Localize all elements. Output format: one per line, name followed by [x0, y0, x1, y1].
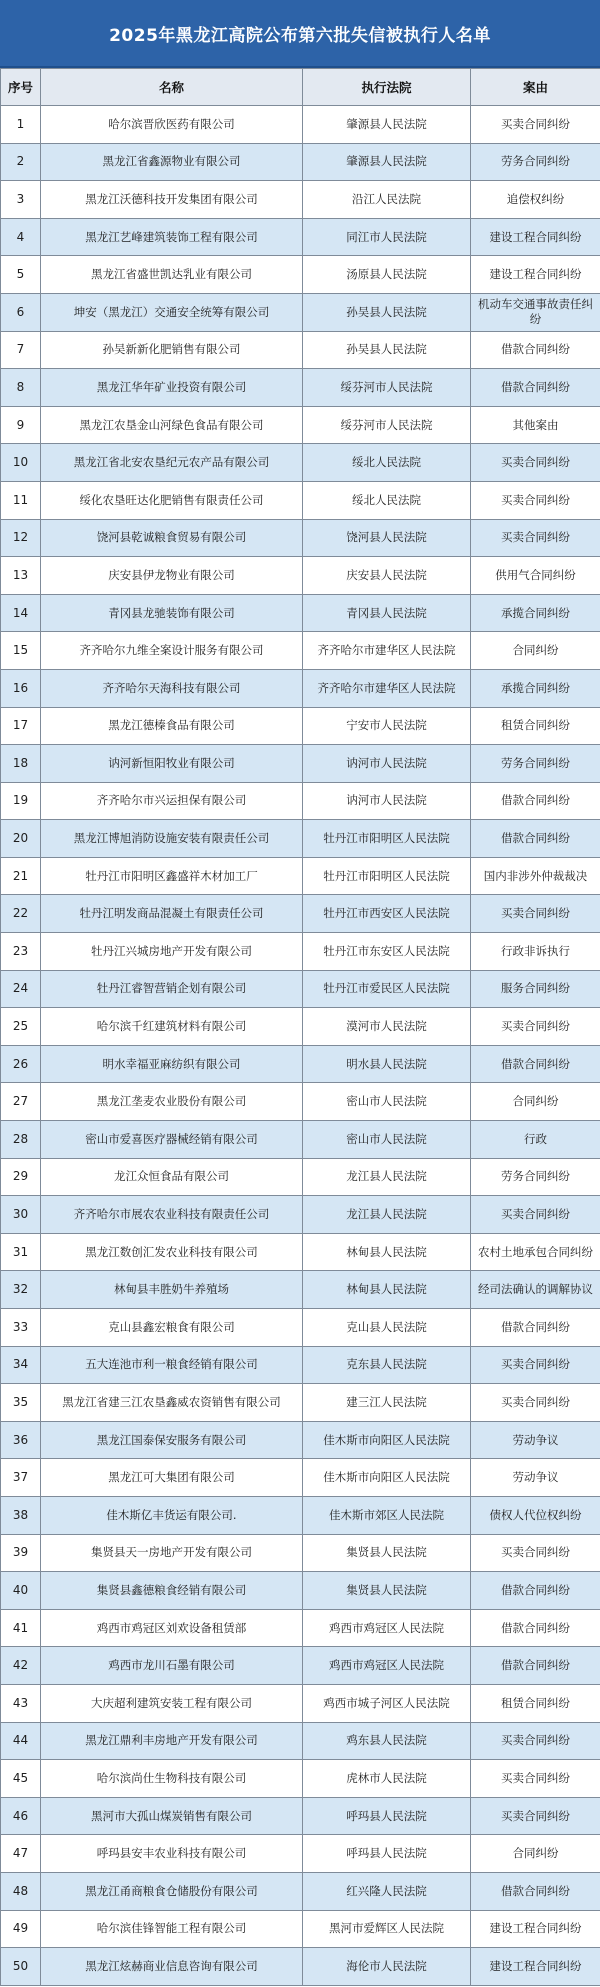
- row-court: 漠河市人民法院: [303, 1008, 471, 1046]
- row-case: 劳务合同纠纷: [471, 745, 600, 783]
- row-number: 1: [1, 106, 41, 144]
- row-name: 牡丹江市阳明区鑫盛祥木材加工厂: [41, 857, 303, 895]
- row-number: 37: [1, 1459, 41, 1497]
- row-case: 劳务合同纠纷: [471, 143, 600, 181]
- row-number: 8: [1, 369, 41, 407]
- table-row: [1, 369, 600, 407]
- row-case: 行政: [471, 1121, 600, 1159]
- row-number: 29: [1, 1158, 41, 1196]
- row-case: 承揽合同纠纷: [471, 669, 600, 707]
- row-case: 借款合同纠纷: [471, 369, 600, 407]
- row-name: 黑龙江鼎利丰房地产开发有限公司: [41, 1722, 303, 1760]
- row-court: 林甸县人民法院: [303, 1233, 471, 1271]
- row-number: 50: [1, 1948, 41, 1986]
- table-row: [1, 933, 600, 971]
- row-court: 肇源县人民法院: [303, 106, 471, 144]
- row-court: 鸡西市鸡冠区人民法院: [303, 1647, 471, 1685]
- table-row: [1, 1572, 600, 1610]
- row-name: 明水幸福亚麻纺织有限公司: [41, 1045, 303, 1083]
- row-case: 合同纠纷: [471, 1835, 600, 1873]
- table-row: [1, 820, 600, 858]
- row-number: 25: [1, 1008, 41, 1046]
- row-case: 买卖合同纠纷: [471, 1722, 600, 1760]
- row-number: 20: [1, 820, 41, 858]
- table-row: [1, 1609, 600, 1647]
- row-case: 买卖合同纠纷: [471, 1346, 600, 1384]
- row-case: 合同纠纷: [471, 632, 600, 670]
- row-court: 齐齐哈尔市建华区人民法院: [303, 632, 471, 670]
- row-case: 国内非涉外仲裁裁决: [471, 857, 600, 895]
- table-row: [1, 1684, 600, 1722]
- table-row: [1, 895, 600, 933]
- row-court: 佳木斯市郊区人民法院: [303, 1496, 471, 1534]
- row-name: 齐齐哈尔天海科技有限公司: [41, 669, 303, 707]
- row-case: 租赁合同纠纷: [471, 707, 600, 745]
- row-name: 齐齐哈尔市兴运担保有限公司: [41, 782, 303, 820]
- row-name: 黑龙江博旭消防设施安装有限责任公司: [41, 820, 303, 858]
- row-court: 集贤县人民法院: [303, 1534, 471, 1572]
- table-row: [1, 669, 600, 707]
- row-name: 林甸县丰胜奶牛养殖场: [41, 1271, 303, 1309]
- row-name: 哈尔滨尚仕生物科技有限公司: [41, 1760, 303, 1798]
- row-case: 借款合同纠纷: [471, 1872, 600, 1910]
- row-number: 17: [1, 707, 41, 745]
- row-number: 23: [1, 933, 41, 971]
- table-row: [1, 519, 600, 557]
- table-row: [1, 218, 600, 256]
- table-row: [1, 481, 600, 519]
- row-case: 买卖合同纠纷: [471, 1384, 600, 1422]
- row-number: 47: [1, 1835, 41, 1873]
- row-court: 牡丹江市西安区人民法院: [303, 895, 471, 933]
- row-case: 其他案由: [471, 406, 600, 444]
- row-court: 黑河市爱辉区人民法院: [303, 1910, 471, 1948]
- row-name: 齐齐哈尔九维全案设计服务有限公司: [41, 632, 303, 670]
- row-court: 肇源县人民法院: [303, 143, 471, 181]
- header-name: 名称: [41, 69, 303, 106]
- table-row: [1, 1797, 600, 1835]
- row-court: 青冈县人民法院: [303, 594, 471, 632]
- table-row: [1, 1835, 600, 1873]
- row-name: 鸡西市鸡冠区刘欢设备租赁部: [41, 1609, 303, 1647]
- row-name: 五大连池市利一粮食经销有限公司: [41, 1346, 303, 1384]
- row-name: 克山县鑫宏粮食有限公司: [41, 1309, 303, 1347]
- row-case: 劳务合同纠纷: [471, 1158, 600, 1196]
- row-case: 买卖合同纠纷: [471, 1008, 600, 1046]
- row-number: 3: [1, 181, 41, 219]
- row-number: 31: [1, 1233, 41, 1271]
- row-case: 买卖合同纠纷: [471, 519, 600, 557]
- row-court: 鸡西市鸡冠区人民法院: [303, 1609, 471, 1647]
- table-row: [1, 406, 600, 444]
- table-row: [1, 293, 600, 331]
- row-name: 集贤县鑫德粮食经销有限公司: [41, 1572, 303, 1610]
- row-court: 绥芬河市人民法院: [303, 369, 471, 407]
- row-court: 同江市人民法院: [303, 218, 471, 256]
- table-row: [1, 1384, 600, 1422]
- row-court: 克山县人民法院: [303, 1309, 471, 1347]
- row-number: 12: [1, 519, 41, 557]
- row-name: 齐齐哈尔市展农农业科技有限责任公司: [41, 1196, 303, 1234]
- row-number: 2: [1, 143, 41, 181]
- row-number: 35: [1, 1384, 41, 1422]
- row-case: 劳动争议: [471, 1421, 600, 1459]
- row-number: 36: [1, 1421, 41, 1459]
- row-name: 黑龙江农垦金山河绿色食品有限公司: [41, 406, 303, 444]
- row-case: 服务合同纠纷: [471, 970, 600, 1008]
- row-court: 佳木斯市向阳区人民法院: [303, 1421, 471, 1459]
- row-number: 4: [1, 218, 41, 256]
- table-row: [1, 1346, 600, 1384]
- row-court: 虎林市人民法院: [303, 1760, 471, 1798]
- row-name: 佳木斯亿丰货运有限公司.: [41, 1496, 303, 1534]
- table-row: [1, 1459, 600, 1497]
- row-court: 林甸县人民法院: [303, 1271, 471, 1309]
- row-case: 借款合同纠纷: [471, 331, 600, 369]
- row-name: 哈尔滨佳锋智能工程有限公司: [41, 1910, 303, 1948]
- row-number: 7: [1, 331, 41, 369]
- row-court: 牡丹江市阳明区人民法院: [303, 820, 471, 858]
- row-case: 借款合同纠纷: [471, 1309, 600, 1347]
- row-name: 黑龙江国泰保安服务有限公司: [41, 1421, 303, 1459]
- table-row: [1, 1872, 600, 1910]
- row-name: 黑龙江省建三江农垦鑫威农资销售有限公司: [41, 1384, 303, 1422]
- row-court: 齐齐哈尔市建华区人民法院: [303, 669, 471, 707]
- row-court: 明水县人民法院: [303, 1045, 471, 1083]
- row-name: 哈尔滨晋欣医药有限公司: [41, 106, 303, 144]
- row-court: 讷河市人民法院: [303, 745, 471, 783]
- row-court: 汤原县人民法院: [303, 256, 471, 294]
- row-number: 11: [1, 481, 41, 519]
- row-name: 哈尔滨千红建筑材料有限公司: [41, 1008, 303, 1046]
- row-court: 宁安市人民法院: [303, 707, 471, 745]
- table-row: [1, 1496, 600, 1534]
- table-row: [1, 181, 600, 219]
- row-number: 45: [1, 1760, 41, 1798]
- table-row: [1, 1948, 600, 1986]
- row-name: 黑龙江省盛世凯达乳业有限公司: [41, 256, 303, 294]
- row-court: 呼玛县人民法院: [303, 1797, 471, 1835]
- row-name: 黑龙江德榛食品有限公司: [41, 707, 303, 745]
- row-case: 借款合同纠纷: [471, 1045, 600, 1083]
- row-court: 呼玛县人民法院: [303, 1835, 471, 1873]
- row-name: 牡丹江明发商品混凝土有限责任公司: [41, 895, 303, 933]
- row-case: 买卖合同纠纷: [471, 1760, 600, 1798]
- row-name: 牡丹江兴城房地产开发有限公司: [41, 933, 303, 971]
- row-court: 密山市人民法院: [303, 1083, 471, 1121]
- row-name: 龙江众恒食品有限公司: [41, 1158, 303, 1196]
- row-number: 42: [1, 1647, 41, 1685]
- header-case: 案由: [471, 69, 600, 106]
- row-case: 供用气合同纠纷: [471, 557, 600, 595]
- row-court: 克东县人民法院: [303, 1346, 471, 1384]
- row-case: 借款合同纠纷: [471, 820, 600, 858]
- row-number: 10: [1, 444, 41, 482]
- row-name: 黑龙江炫赫商业信息咨询有限公司: [41, 1948, 303, 1986]
- row-case: 借款合同纠纷: [471, 1609, 600, 1647]
- row-name: 密山市爱喜医疗器械经销有限公司: [41, 1121, 303, 1159]
- row-number: 49: [1, 1910, 41, 1948]
- table-row: [1, 1196, 600, 1234]
- table-row: [1, 745, 600, 783]
- table-row: [1, 970, 600, 1008]
- row-name: 青冈县龙驰装饰有限公司: [41, 594, 303, 632]
- table-row: [1, 1083, 600, 1121]
- row-case: 买卖合同纠纷: [471, 481, 600, 519]
- row-name: 黑龙江可大集团有限公司: [41, 1459, 303, 1497]
- row-number: 33: [1, 1309, 41, 1347]
- table-row: [1, 1421, 600, 1459]
- row-name: 集贤县天一房地产开发有限公司: [41, 1534, 303, 1572]
- row-case: 机动车交通事故责任纠纷: [471, 293, 600, 331]
- row-case: 承揽合同纠纷: [471, 594, 600, 632]
- row-number: 15: [1, 632, 41, 670]
- row-number: 5: [1, 256, 41, 294]
- row-number: 39: [1, 1534, 41, 1572]
- row-name: 讷河新恒阳牧业有限公司: [41, 745, 303, 783]
- table-row: [1, 1910, 600, 1948]
- table-row: [1, 594, 600, 632]
- row-court: 绥北人民法院: [303, 481, 471, 519]
- table-row: [1, 1158, 600, 1196]
- row-number: 48: [1, 1872, 41, 1910]
- table-row: [1, 857, 600, 895]
- table-row: [1, 707, 600, 745]
- table-row: [1, 1309, 600, 1347]
- row-number: 32: [1, 1271, 41, 1309]
- row-number: 6: [1, 293, 41, 331]
- row-number: 41: [1, 1609, 41, 1647]
- row-case: 追偿权纠纷: [471, 181, 600, 219]
- header-no: 序号: [1, 69, 41, 106]
- row-court: 讷河市人民法院: [303, 782, 471, 820]
- row-case: 租赁合同纠纷: [471, 1684, 600, 1722]
- row-name: 庆安县伊龙物业有限公司: [41, 557, 303, 595]
- row-number: 21: [1, 857, 41, 895]
- row-case: 借款合同纠纷: [471, 782, 600, 820]
- row-case: 借款合同纠纷: [471, 1647, 600, 1685]
- row-case: 买卖合同纠纷: [471, 1534, 600, 1572]
- row-court: 孙吴县人民法院: [303, 331, 471, 369]
- row-case: 建设工程合同纠纷: [471, 1910, 600, 1948]
- row-number: 44: [1, 1722, 41, 1760]
- row-case: 买卖合同纠纷: [471, 895, 600, 933]
- row-name: 牡丹江睿智营销企划有限公司: [41, 970, 303, 1008]
- table-row: [1, 256, 600, 294]
- row-name: 坤安（黑龙江）交通安全统筹有限公司: [41, 293, 303, 331]
- row-number: 16: [1, 669, 41, 707]
- row-number: 28: [1, 1121, 41, 1159]
- row-case: 买卖合同纠纷: [471, 106, 600, 144]
- row-name: 饶河县乾诚粮食贸易有限公司: [41, 519, 303, 557]
- row-name: 黑龙江省北安农垦纪元农产品有限公司: [41, 444, 303, 482]
- table-row: [1, 557, 600, 595]
- row-number: 38: [1, 1496, 41, 1534]
- row-case: 合同纠纷: [471, 1083, 600, 1121]
- row-number: 40: [1, 1572, 41, 1610]
- table-row: [1, 1647, 600, 1685]
- row-name: 黑龙江甬商粮食仓储股份有限公司: [41, 1872, 303, 1910]
- row-number: 24: [1, 970, 41, 1008]
- row-name: 黑龙江沃德科技开发集团有限公司: [41, 181, 303, 219]
- row-case: 劳动争议: [471, 1459, 600, 1497]
- row-number: 18: [1, 745, 41, 783]
- row-court: 绥北人民法院: [303, 444, 471, 482]
- row-case: 建设工程合同纠纷: [471, 256, 600, 294]
- document-title: 2025年黑龙江高院公布第六批失信被执行人名单: [0, 0, 600, 68]
- row-court: 庆安县人民法院: [303, 557, 471, 595]
- table-row: [1, 782, 600, 820]
- row-court: 建三江人民法院: [303, 1384, 471, 1422]
- row-case: 建设工程合同纠纷: [471, 218, 600, 256]
- row-court: 鸡西市城子河区人民法院: [303, 1684, 471, 1722]
- row-name: 绥化农垦旺达化肥销售有限责任公司: [41, 481, 303, 519]
- row-number: 30: [1, 1196, 41, 1234]
- row-number: 14: [1, 594, 41, 632]
- table-row: [1, 1045, 600, 1083]
- table-row: [1, 1233, 600, 1271]
- table-row: [1, 1008, 600, 1046]
- row-number: 34: [1, 1346, 41, 1384]
- row-court: 鸡东县人民法院: [303, 1722, 471, 1760]
- row-name: 孙吴新新化肥销售有限公司: [41, 331, 303, 369]
- row-name: 呼玛县安丰农业科技有限公司: [41, 1835, 303, 1873]
- table-row: [1, 1534, 600, 1572]
- row-number: 27: [1, 1083, 41, 1121]
- row-court: 绥芬河市人民法院: [303, 406, 471, 444]
- row-number: 13: [1, 557, 41, 595]
- row-case: 建设工程合同纠纷: [471, 1948, 600, 1986]
- table-row: [1, 106, 600, 144]
- row-case: 农村土地承包合同纠纷: [471, 1233, 600, 1271]
- row-name: 黑龙江艺峰建筑装饰工程有限公司: [41, 218, 303, 256]
- row-case: 债权人代位权纠纷: [471, 1496, 600, 1534]
- row-court: 红兴隆人民法院: [303, 1872, 471, 1910]
- table-body: [1, 106, 600, 1986]
- row-number: 19: [1, 782, 41, 820]
- row-name: 黑龙江垄麦农业股份有限公司: [41, 1083, 303, 1121]
- row-court: 密山市人民法院: [303, 1121, 471, 1159]
- row-court: 佳木斯市向阳区人民法院: [303, 1459, 471, 1497]
- table-row: [1, 331, 600, 369]
- row-court: 孙吴县人民法院: [303, 293, 471, 331]
- row-court: 饶河县人民法院: [303, 519, 471, 557]
- row-case: 买卖合同纠纷: [471, 444, 600, 482]
- row-case: 买卖合同纠纷: [471, 1196, 600, 1234]
- blacklist-table: [0, 68, 600, 1986]
- row-name: 黑龙江省鑫源物业有限公司: [41, 143, 303, 181]
- row-name: 大庆超利建筑安装工程有限公司: [41, 1684, 303, 1722]
- table-row: [1, 1722, 600, 1760]
- row-court: 海伦市人民法院: [303, 1948, 471, 1986]
- row-court: 龙江县人民法院: [303, 1196, 471, 1234]
- row-name: 鸡西市龙川石墨有限公司: [41, 1647, 303, 1685]
- row-number: 26: [1, 1045, 41, 1083]
- header-court: 执行法院: [303, 69, 471, 106]
- row-number: 43: [1, 1684, 41, 1722]
- row-case: 借款合同纠纷: [471, 1572, 600, 1610]
- table-row: [1, 1271, 600, 1309]
- table-header-row: [1, 69, 600, 106]
- row-court: 沿江人民法院: [303, 181, 471, 219]
- row-court: 牡丹江市东安区人民法院: [303, 933, 471, 971]
- table-row: [1, 444, 600, 482]
- row-court: 集贤县人民法院: [303, 1572, 471, 1610]
- row-case: 经司法确认的调解协议: [471, 1271, 600, 1309]
- row-number: 9: [1, 406, 41, 444]
- row-name: 黑龙江华年矿业投资有限公司: [41, 369, 303, 407]
- table-row: [1, 632, 600, 670]
- table-row: [1, 1760, 600, 1798]
- row-number: 46: [1, 1797, 41, 1835]
- row-number: 22: [1, 895, 41, 933]
- row-name: 黑龙江数创汇发农业科技有限公司: [41, 1233, 303, 1271]
- row-court: 牡丹江市爱民区人民法院: [303, 970, 471, 1008]
- row-court: 牡丹江市阳明区人民法院: [303, 857, 471, 895]
- row-case: 买卖合同纠纷: [471, 1797, 600, 1835]
- row-name: 黑河市大孤山煤炭销售有限公司: [41, 1797, 303, 1835]
- table-row: [1, 1121, 600, 1159]
- row-court: 龙江县人民法院: [303, 1158, 471, 1196]
- row-case: 行政非诉执行: [471, 933, 600, 971]
- table-row: [1, 143, 600, 181]
